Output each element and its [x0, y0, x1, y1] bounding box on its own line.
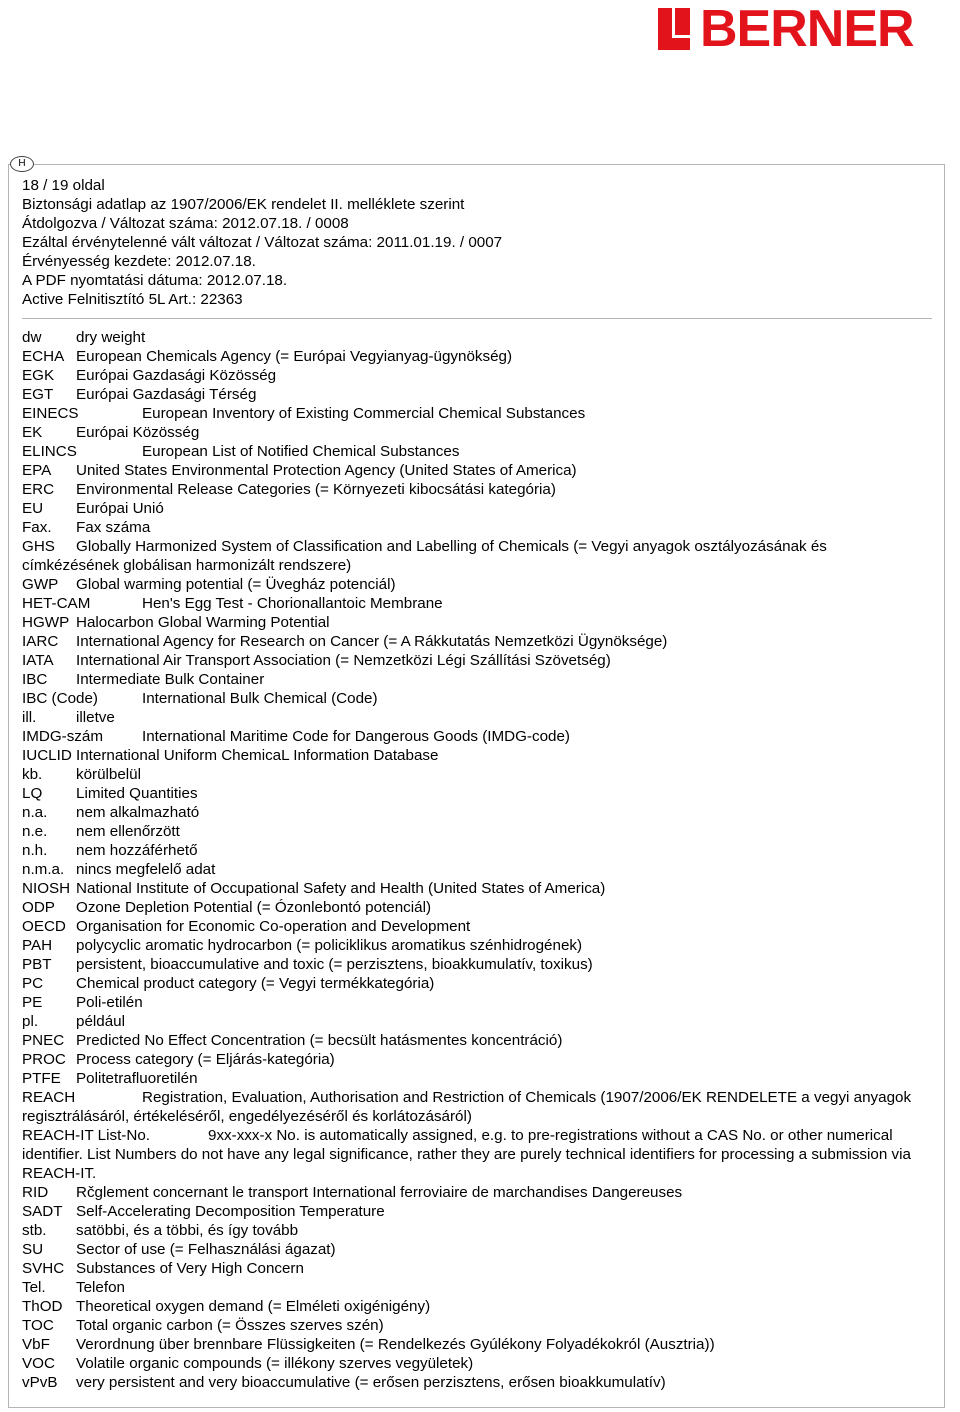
- abbreviation-term: Tel.: [22, 1279, 46, 1296]
- abbreviation-term: IBC (Code): [22, 690, 98, 707]
- abbreviation-entry: [22, 366, 922, 385]
- abbreviation-entry: [22, 1031, 922, 1050]
- abbreviation-entry: [22, 537, 922, 575]
- abbreviation-definition: körülbelül: [76, 766, 142, 783]
- abbreviation-term: n.a.: [22, 804, 48, 821]
- abbreviation-entry: [22, 404, 922, 423]
- abbreviation-term: VbF: [22, 1336, 50, 1353]
- abbreviation-term: IMDG-szám: [22, 728, 103, 745]
- abbreviation-term: EK: [22, 424, 43, 441]
- abbreviation-definition: dry weight: [76, 329, 146, 346]
- abbreviation-definition: European List of Notified Chemical Substances: [142, 443, 460, 460]
- abbreviation-entry: [22, 898, 922, 917]
- abbreviation-term: IATA: [22, 652, 54, 669]
- abbreviation-term: EU: [22, 500, 44, 517]
- abbreviation-entry: [22, 1335, 922, 1354]
- abbreviation-term: kb.: [22, 766, 43, 783]
- abbreviation-entry: [22, 461, 922, 480]
- berner-logo: [658, 0, 914, 58]
- abbreviation-entry: [22, 1259, 922, 1278]
- abbreviation-definition: Organisation for Economic Co-operation and Development: [76, 918, 471, 935]
- abbreviation-term: GWP: [22, 576, 59, 593]
- abbreviation-entry: [22, 347, 922, 366]
- abbreviation-definition: 9xx-xxx-x No. is automatically assigned, e.g. to pre-registrations without a CAS No. or other numerical identifier. List Numbers do not have any legal significance, rather they are purely technical identifiers for processing a submission via REACH-IT.: [22, 1127, 911, 1182]
- abbreviation-entry: [22, 822, 922, 841]
- abbreviation-term: ERC: [22, 481, 55, 498]
- abbreviation-entry: [22, 651, 922, 670]
- abbreviation-entry: [22, 1012, 922, 1031]
- abbreviation-definition: Európai Közösség: [76, 424, 200, 441]
- abbreviation-term: HGWP: [22, 614, 70, 631]
- abbreviation-definition: International Maritime Code for Dangerous Goods (IMDG-code): [142, 728, 570, 745]
- abbreviation-term: PAH: [22, 937, 53, 954]
- document-header: [22, 176, 502, 309]
- abbreviation-definition: Intermediate Bulk Container: [76, 671, 265, 688]
- abbreviation-term: pl.: [22, 1013, 39, 1030]
- abbreviation-term: VOC: [22, 1355, 55, 1372]
- abbreviation-entry: [22, 1297, 922, 1316]
- abbreviation-entry: [22, 499, 922, 518]
- abbreviation-term: GHS: [22, 538, 55, 555]
- validity-line: Érvényesség kezdete: 2012.07.18.: [22, 253, 256, 270]
- abbreviation-definition: Global warming potential (= Üvegház potenciál): [76, 576, 396, 593]
- abbreviation-term: vPvB: [22, 1374, 58, 1391]
- abbreviation-entry: [22, 385, 922, 404]
- abbreviation-definition: Halocarbon Global Warming Potential: [76, 614, 330, 631]
- abbreviation-definition: Fax száma: [76, 519, 151, 536]
- abbreviation-term: REACH-IT List-No.: [22, 1127, 150, 1144]
- abbreviation-definition: Theoretical oxygen demand (= Elméleti oxigénigény): [76, 1298, 431, 1315]
- abbreviation-entry: [22, 708, 922, 727]
- abbreviation-entry: [22, 442, 922, 461]
- abbreviation-definition: International Agency for Research on Cancer (= A Rákkutatás Nemzetközi Ügynöksége): [76, 633, 668, 650]
- abbreviation-definition: Environmental Release Categories (= Környezeti kibocsátási kategória): [76, 481, 556, 498]
- abbreviation-definition: Európai Gazdasági Közösség: [76, 367, 277, 384]
- abbreviation-definition: Self-Accelerating Decomposition Temperature: [76, 1203, 385, 1220]
- abbreviation-entry: [22, 613, 922, 632]
- abbreviation-list: [22, 328, 922, 1392]
- abbreviation-term: Fax.: [22, 519, 52, 536]
- abbreviation-entry: [22, 1354, 922, 1373]
- abbreviation-definition: Globally Harmonized System of Classification and Labelling of Chemicals (= Vegyi anyagok osztályozásának és címkézésének globálisan harmonizált rendszere): [22, 538, 827, 574]
- abbreviation-term: ECHA: [22, 348, 65, 365]
- abbreviation-definition: nem hozzáférhető: [76, 842, 198, 859]
- abbreviation-term: RID: [22, 1184, 49, 1201]
- abbreviation-term: PC: [22, 975, 44, 992]
- abbreviation-definition: National Institute of Occupational Safety and Health (United States of America): [76, 880, 606, 897]
- abbreviation-entry: [22, 1088, 922, 1126]
- abbreviation-definition: very persistent and very bioaccumulative (= erősen perzisztens, erősen bioakkumulatív): [76, 1374, 666, 1391]
- abbreviation-definition: European Inventory of Existing Commercial Chemical Substances: [142, 405, 586, 422]
- abbreviation-definition: nem ellenőrzött: [76, 823, 180, 840]
- abbreviation-entry: [22, 955, 922, 974]
- abbreviation-term: SADT: [22, 1203, 63, 1220]
- abbreviation-term: TOC: [22, 1317, 54, 1334]
- product-line: Active Felnitisztító 5L Art.: 22363: [22, 291, 243, 308]
- abbreviation-definition: Hen's Egg Test - Chorionallantoic Membrane: [142, 595, 443, 612]
- superseded-line: Ezáltal érvénytelenné vált változat / Változat száma: 2011.01.19. / 0007: [22, 234, 503, 251]
- abbreviation-term: SU: [22, 1241, 44, 1258]
- abbreviation-entry: [22, 841, 922, 860]
- abbreviation-entry: [22, 480, 922, 499]
- abbreviation-term: n.h.: [22, 842, 48, 859]
- abbreviation-term: ELINCS: [22, 443, 77, 460]
- revision-line: Átdolgozva / Változat száma: 2012.07.18. / 0008: [22, 215, 349, 232]
- abbreviation-entry: [22, 1240, 922, 1259]
- abbreviation-entry: [22, 1126, 922, 1183]
- print-date-line: A PDF nyomtatási dátuma: 2012.07.18.: [22, 272, 288, 289]
- abbreviation-definition: például: [76, 1013, 125, 1030]
- abbreviation-term: ill.: [22, 709, 37, 726]
- abbreviation-entry: [22, 974, 922, 993]
- abbreviation-term: EGT: [22, 386, 54, 403]
- abbreviation-term: SVHC: [22, 1260, 65, 1277]
- abbreviation-definition: International Air Transport Association (= Nemzetközi Légi Szállítási Szövetség): [76, 652, 611, 669]
- abbreviation-definition: Európai Unió: [76, 500, 164, 517]
- abbreviation-term: REACH: [22, 1089, 76, 1106]
- abbreviation-definition: polycyclic aromatic hydrocarbon (= policiklikus aromatikus szénhidrogének): [76, 937, 583, 954]
- abbreviation-entry: [22, 1278, 922, 1297]
- abbreviation-term: n.e.: [22, 823, 48, 840]
- abbreviation-definition: persistent, bioaccumulative and toxic (= perzisztens, bioakkumulatív, toxikus): [76, 956, 593, 973]
- abbreviation-term: n.m.a.: [22, 861, 65, 878]
- abbreviation-term: EINECS: [22, 405, 79, 422]
- abbreviation-entry: [22, 765, 922, 784]
- abbreviation-term: PE: [22, 994, 43, 1011]
- abbreviation-definition: International Bulk Chemical (Code): [142, 690, 378, 707]
- abbreviation-entry: [22, 1221, 922, 1240]
- language-badge: H: [10, 156, 34, 172]
- abbreviation-entry: [22, 1069, 922, 1088]
- abbreviation-entry: [22, 518, 922, 537]
- abbreviation-entry: [22, 860, 922, 879]
- abbreviation-definition: Telefon: [76, 1279, 125, 1296]
- abbreviation-term: PNEC: [22, 1032, 65, 1049]
- abbreviation-entry: [22, 670, 922, 689]
- abbreviation-term: IUCLID: [22, 747, 72, 764]
- document-title: Biztonsági adatlap az 1907/2006/EK rendelet II. melléklete szerint: [22, 196, 465, 213]
- abbreviation-definition: nem alkalmazható: [76, 804, 200, 821]
- abbreviation-entry: [22, 784, 922, 803]
- abbreviation-definition: Limited Quantities: [76, 785, 198, 802]
- abbreviation-entry: [22, 1202, 922, 1221]
- page-number: 18 / 19 oldal: [22, 177, 105, 194]
- abbreviation-entry: [22, 632, 922, 651]
- abbreviation-entry: [22, 993, 922, 1012]
- abbreviation-definition: Politetrafluoretilén: [76, 1070, 198, 1087]
- abbreviation-entry: [22, 936, 922, 955]
- abbreviation-term: PBT: [22, 956, 52, 973]
- abbreviation-term: ODP: [22, 899, 55, 916]
- abbreviation-definition: Substances of Very High Concern: [76, 1260, 304, 1277]
- abbreviation-definition: Sector of use (= Felhasználási ágazat): [76, 1241, 336, 1258]
- abbreviation-entry: [22, 917, 922, 936]
- abbreviation-definition: Poli-etilén: [76, 994, 143, 1011]
- abbreviation-term: HET-CAM: [22, 595, 91, 612]
- abbreviation-definition: illetve: [76, 709, 115, 726]
- abbreviation-entry: [22, 594, 922, 613]
- berner-logo-text: BERNER: [700, 0, 914, 58]
- abbreviation-entry: [22, 575, 922, 594]
- abbreviation-term: EPA: [22, 462, 52, 479]
- berner-logo-mark: [658, 8, 690, 50]
- abbreviation-term: LQ: [22, 785, 43, 802]
- abbreviation-entry: [22, 803, 922, 822]
- abbreviation-entry: [22, 746, 922, 765]
- abbreviation-entry: [22, 1050, 922, 1069]
- abbreviation-definition: Európai Gazdasági Térség: [76, 386, 257, 403]
- abbreviation-definition: Predicted No Effect Concentration (= becsült hatásmentes koncentráció): [76, 1032, 563, 1049]
- abbreviation-term: PTFE: [22, 1070, 61, 1087]
- abbreviation-term: ThOD: [22, 1298, 63, 1315]
- abbreviation-term: IBC: [22, 671, 48, 688]
- abbreviation-term: PROC: [22, 1051, 66, 1068]
- abbreviation-definition: satöbbi, és a többi, és így tovább: [76, 1222, 299, 1239]
- header-divider: [22, 318, 932, 319]
- abbreviation-entry: [22, 727, 922, 746]
- abbreviation-entry: [22, 1183, 922, 1202]
- abbreviation-term: stb.: [22, 1222, 47, 1239]
- abbreviation-definition: Ozone Depletion Potential (= Ózonlebontó potenciál): [76, 899, 432, 916]
- abbreviation-term: NIOSH: [22, 880, 71, 897]
- abbreviation-term: EGK: [22, 367, 55, 384]
- abbreviation-entry: [22, 1316, 922, 1335]
- abbreviation-term: dw: [22, 329, 42, 346]
- abbreviation-definition: Volatile organic compounds (= illékony szerves vegyületek): [76, 1355, 474, 1372]
- abbreviation-definition: nincs megfelelő adat: [76, 861, 216, 878]
- abbreviation-definition: Chemical product category (= Vegyi termékkategória): [76, 975, 435, 992]
- abbreviation-term: IARC: [22, 633, 59, 650]
- abbreviation-definition: International Uniform ChemicaL Information Database: [76, 747, 439, 764]
- abbreviation-definition: Total organic carbon (= Összes szerves szén): [76, 1317, 384, 1334]
- abbreviation-entry: [22, 423, 922, 442]
- abbreviation-definition: Process category (= Eljárás-kategória): [76, 1051, 335, 1068]
- abbreviation-entry: [22, 879, 922, 898]
- abbreviation-definition: Registration, Evaluation, Authorisation and Restriction of Chemicals (1907/2006/EK RENDELETE a vegyi anyagok regisztrálásáról, értékeléséről, engedélyezéséről és korlátozásáról): [22, 1089, 912, 1125]
- abbreviation-definition: European Chemicals Agency (= Európai Vegyianyag-ügynökség): [76, 348, 513, 365]
- abbreviation-entry: [22, 328, 922, 347]
- abbreviation-entry: [22, 689, 922, 708]
- abbreviation-definition: Verordnung über brennbare Flüssigkeiten (= Rendelkezés Gyúlékony Folyadékokról (Ausztria)): [76, 1336, 715, 1353]
- abbreviation-definition: United States Environmental Protection Agency (United States of America): [76, 462, 577, 479]
- abbreviation-entry: [22, 1373, 922, 1392]
- abbreviation-term: OECD: [22, 918, 66, 935]
- abbreviation-definition: Rčglement concernant le transport International ferroviaire de marchandises Dangereuses: [76, 1184, 683, 1201]
